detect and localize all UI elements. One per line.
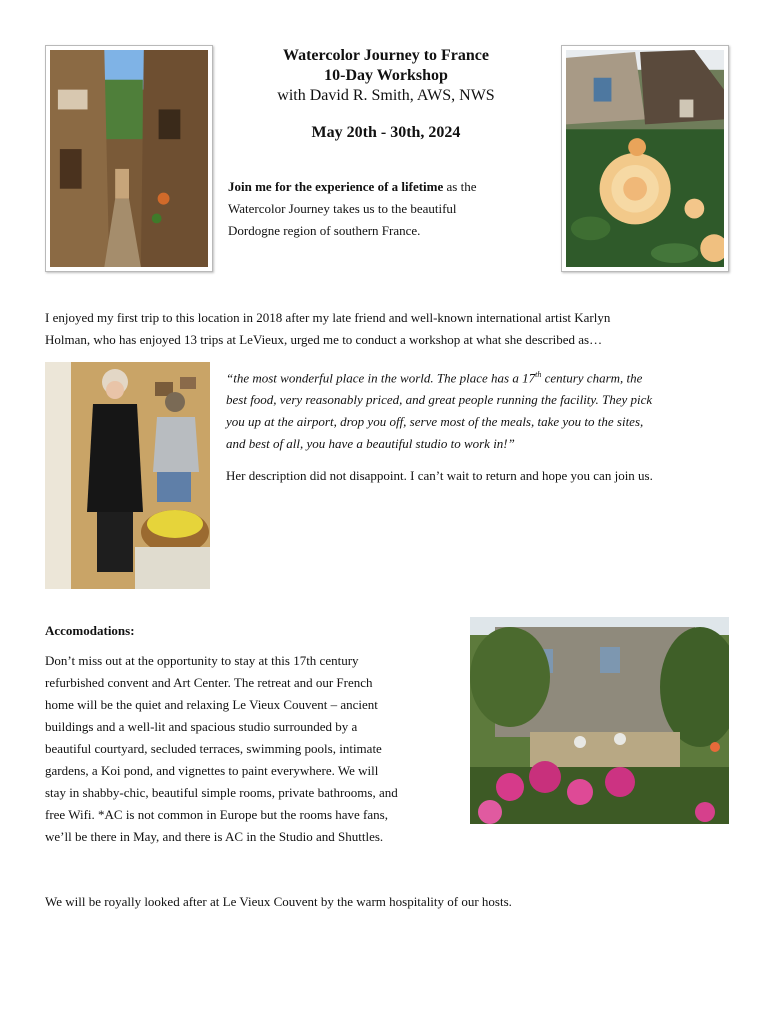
quote-line-3: you up at the airport, drop you off, serve most of the meals, take you to the sites, <box>226 414 644 430</box>
accommodations-line: we’ll be there in May, and there is AC in the Studio and Shuttles. <box>45 829 384 844</box>
workshop-title: Watercolor Journey to France <box>282 47 490 64</box>
karlyn-quote <box>226 364 736 455</box>
intro-line-3: Dordogne region of southern France. <box>228 223 421 238</box>
intro-rest: as the <box>443 179 477 194</box>
intro-bold: Join me for the experience of a lifetime <box>228 179 444 194</box>
accommodations-line: home will be the quiet and relaxing Le Vieux Couvent – ancient <box>45 697 378 712</box>
quote-line-1-a: “the most wonderful place in the world. The place has a 17 <box>226 370 536 386</box>
quote-line-1 <box>226 364 736 389</box>
studio-women-image <box>45 362 210 589</box>
accommodations-line: refurbished convent and Art Center. The retreat and our French <box>45 675 373 690</box>
accommodations-line: stay in shabby-chic, beautiful simple rooms, private bathrooms, and <box>45 785 398 800</box>
story-line-2: Holman, who has enjoyed 13 trips at LeVieux, urged me to conduct a workshop at what she described as… <box>45 332 603 347</box>
quote-line-2: best food, very reasonably priced, and great people running the facility. They pick <box>226 392 653 408</box>
accommodations-line: Don’t miss out at the opportunity to stay at this 17th century <box>45 653 359 668</box>
intro-line-1 <box>228 176 538 198</box>
intro-line-2: Watercolor Journey takes us to the beautiful <box>228 201 457 216</box>
closing-line: We will be royally looked after at Le Vieux Couvent by the warm hospitality of our hosts. <box>45 894 512 909</box>
convent-courtyard-photo <box>470 617 729 824</box>
accommodations-line: free Wifi. *AC is not common in Europe but the rooms have fans, <box>45 807 388 822</box>
instructor-line: with David R. Smith, AWS, NWS <box>277 87 495 104</box>
quote-superscript: th <box>535 370 542 379</box>
village-street-image <box>50 50 208 267</box>
studio-women-photo <box>45 362 210 589</box>
accommodations-body <box>45 650 465 848</box>
rose-house-photo <box>561 45 729 272</box>
village-street-photo <box>45 45 213 272</box>
workshop-dates: May 20th - 30th, 2024 <box>311 124 461 141</box>
header-title-block <box>226 46 546 142</box>
convent-courtyard-image <box>470 617 729 824</box>
accommodations-line: gardens, a Koi pond, and vignettes to paint everywhere. We will <box>45 763 379 778</box>
quote-line-4: and best of all, you have a beautiful studio to work in!” <box>226 436 515 452</box>
quote-line-1-b: century charm, the <box>541 370 643 386</box>
accommodations-line: beautiful courtyard, secluded terraces, swimming pools, intimate <box>45 741 382 756</box>
story-line-1: I enjoyed my first trip to this location in 2018 after my late friend and well-known international artist Karlyn <box>45 310 611 325</box>
accommodations-line: buildings and a well-lit and spacious studio surrounded by a <box>45 719 358 734</box>
intro-text <box>228 176 538 242</box>
followup-text: Her description did not disappoint. I can’t wait to return and hope you can join us. <box>226 468 653 483</box>
story-paragraph <box>45 307 735 351</box>
rose-house-image <box>566 50 724 267</box>
accommodations-heading: Accomodations: <box>45 623 135 638</box>
workshop-duration: 10-Day Workshop <box>324 67 448 84</box>
